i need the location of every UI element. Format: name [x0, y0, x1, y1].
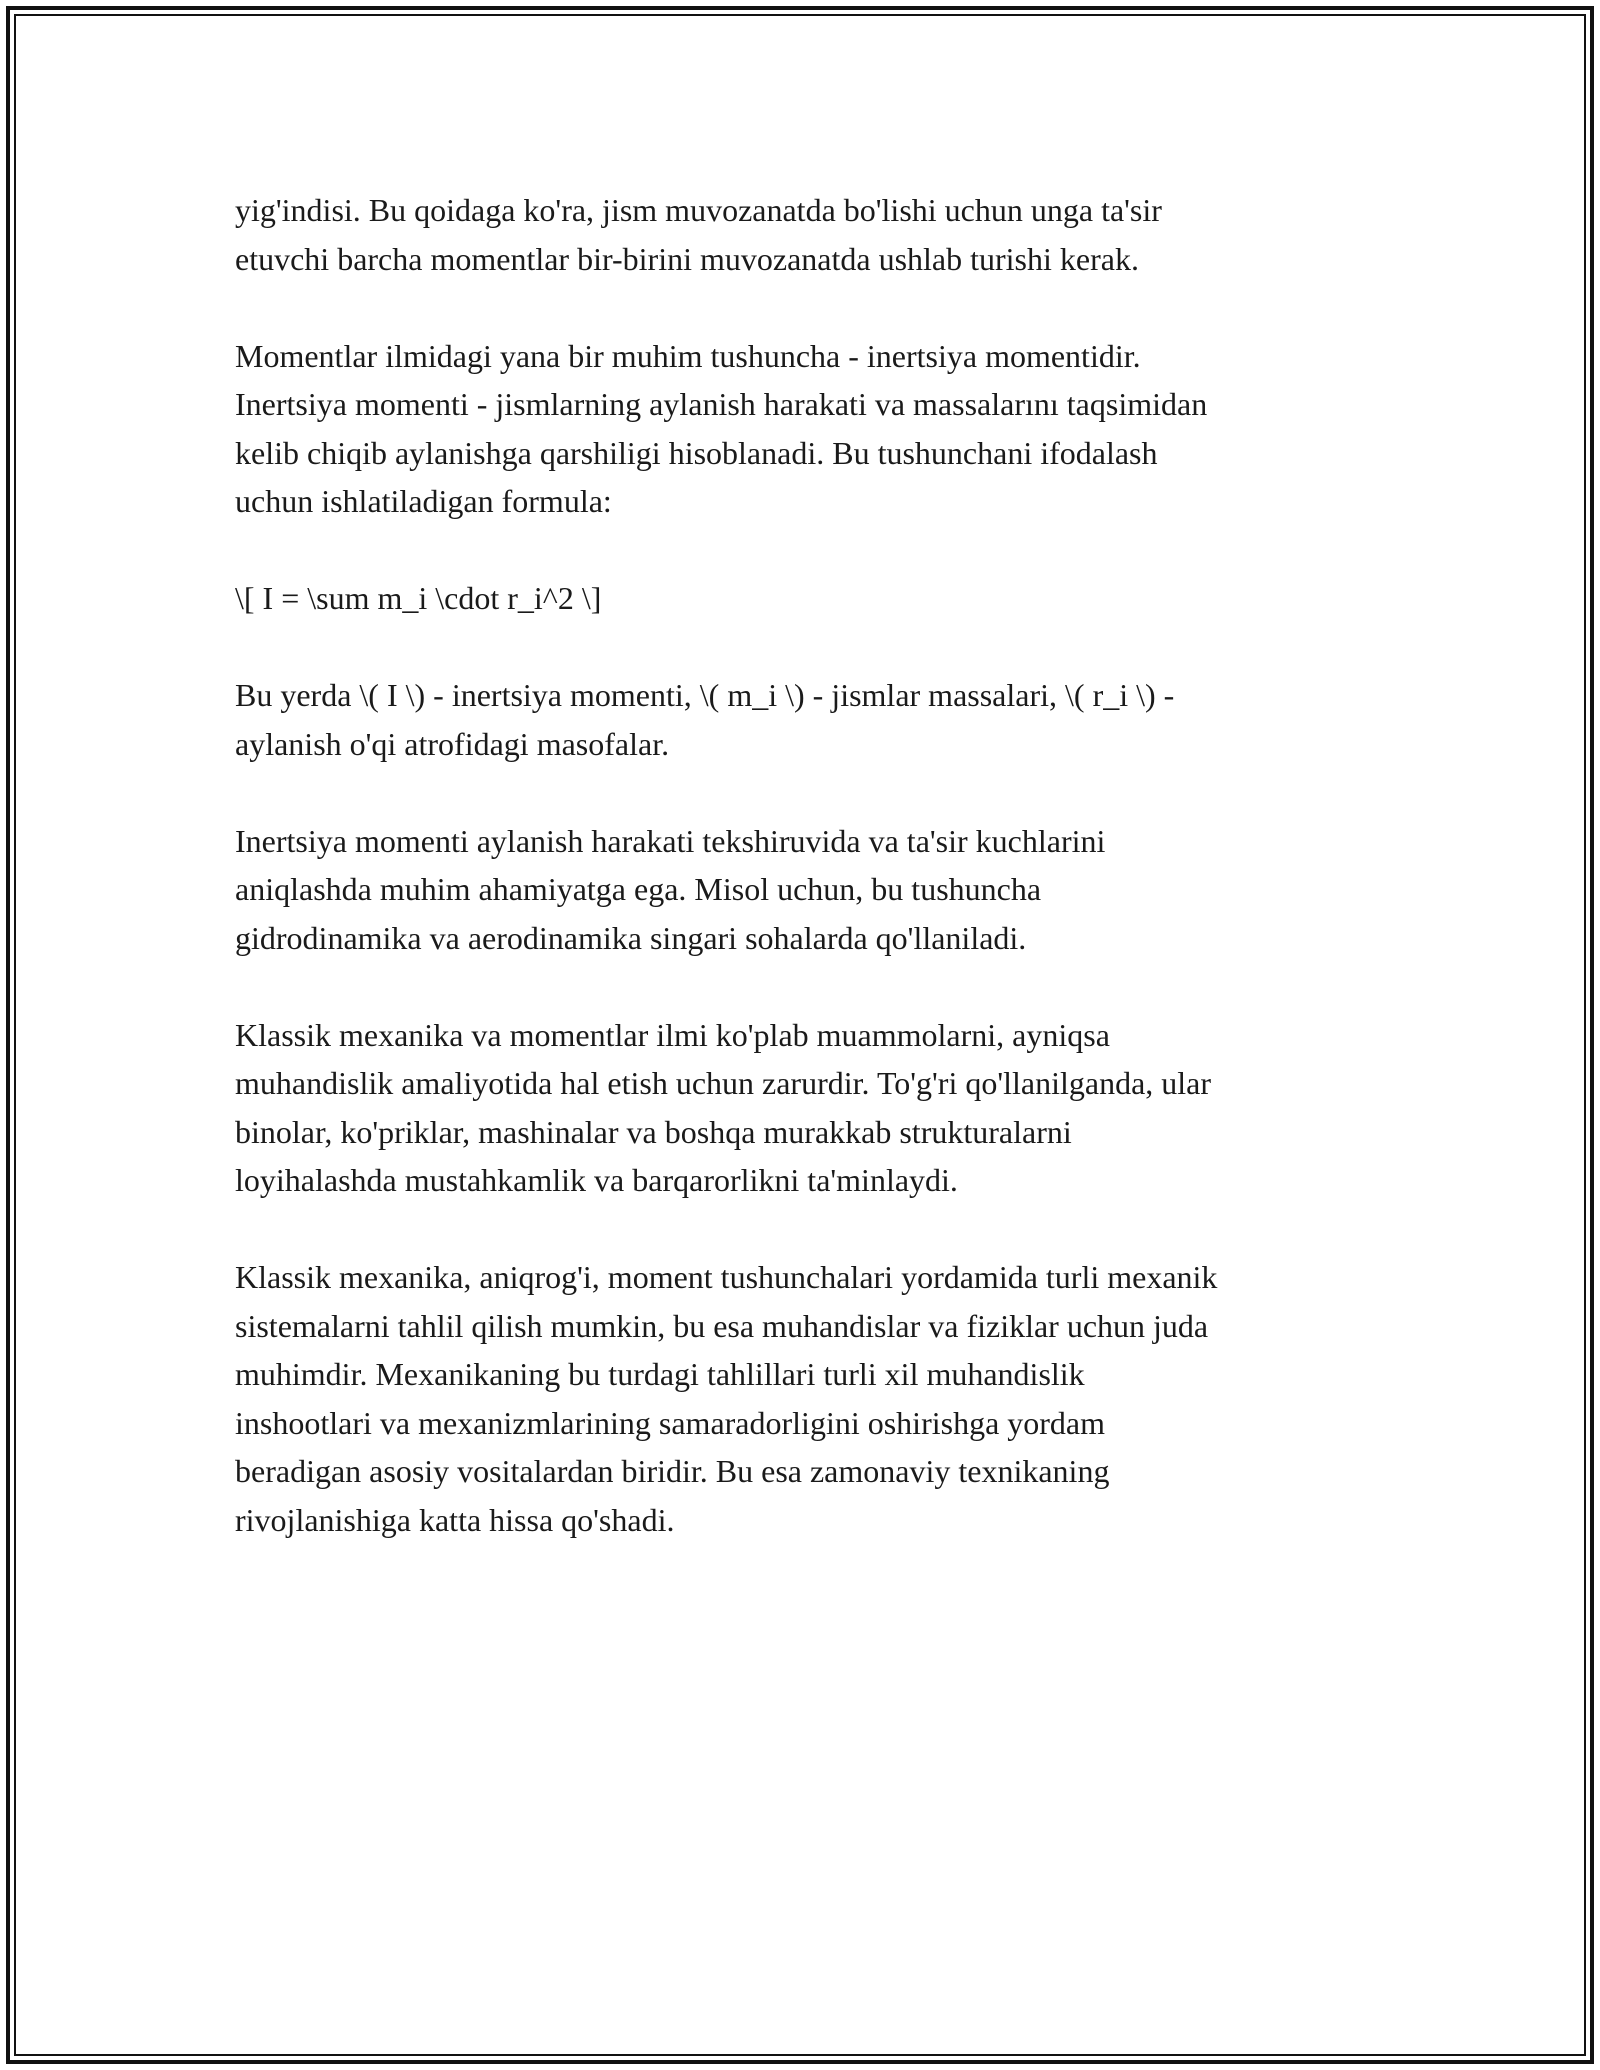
formula-inertia: \[ I = \sum m_i \cdot r_i^2 \]: [235, 580, 602, 616]
paragraph-inertia-importance: Inertsiya momenti aylanish harakati tekshiruvida va ta'sir kuchlarini aniqlashda muhim ahamiyatga ega. Misol uchun, bu tushuncha gidrodinamika va aerodinamika singari sohalarda qo'llaniladi.: [235, 822, 1106, 956]
paragraph-moment-sum: yig'indisi. Bu qoidaga ko'ra, jism muvozanatda bo'lishi uchun unga ta'sir etuvchi barcha momentlar bir-birini muvozanatda ushlab turishi kerak.: [235, 192, 1162, 277]
paragraph-inertia-intro: Momentlar ilmidagi yana bir muhim tushuncha - inertsiya momentidir. Inertsiya momenti - jismlarning aylanish harakati va massalarını taqsimidan kelib chiqib aylanishga qarshiligi hisoblanadi. Bu tushunchani ifodalash uchun ishlatiladigan formula:: [235, 337, 1208, 519]
paragraph-conclusion: Klassik mexanika, aniqrog'i, moment tushunchalari yordamida turli mexanik sistemalarni tahlil qilish mumkin, bu esa muhandislar va fiziklar uchun juda muhimdir. Mexanikaning bu turdagi tahlillari turli xil muhandislik inshootlari va mexanizmlarining samaradorligini oshirishga yordam beradigan asosiy vositalardan biridir. Bu esa zamonaviy texnikaning rivojlanishiga katta hissa qo'shadi.: [235, 1259, 1218, 1538]
document-body: [235, 186, 1380, 1593]
paragraph-formula-legend: Bu yerda \( I \) - inertsiya momenti, \( m_i \) - jismlar massalari, \( r_i \) - aylanish o'qi atrofidagi masofalar.: [235, 677, 1175, 762]
paragraph-engineering: Klassik mexanika va momentlar ilmi ko'plab muammolarni, ayniqsa muhandislik amaliyotida hal etish uchun zarurdir. To'g'ri qo'llanilganda, ular binolar, ko'priklar, mashinalar va boshqa murakkab strukturalarni loyihalashda mustahkamlik va barqarorlikni ta'minlaydi.: [235, 1016, 1212, 1198]
